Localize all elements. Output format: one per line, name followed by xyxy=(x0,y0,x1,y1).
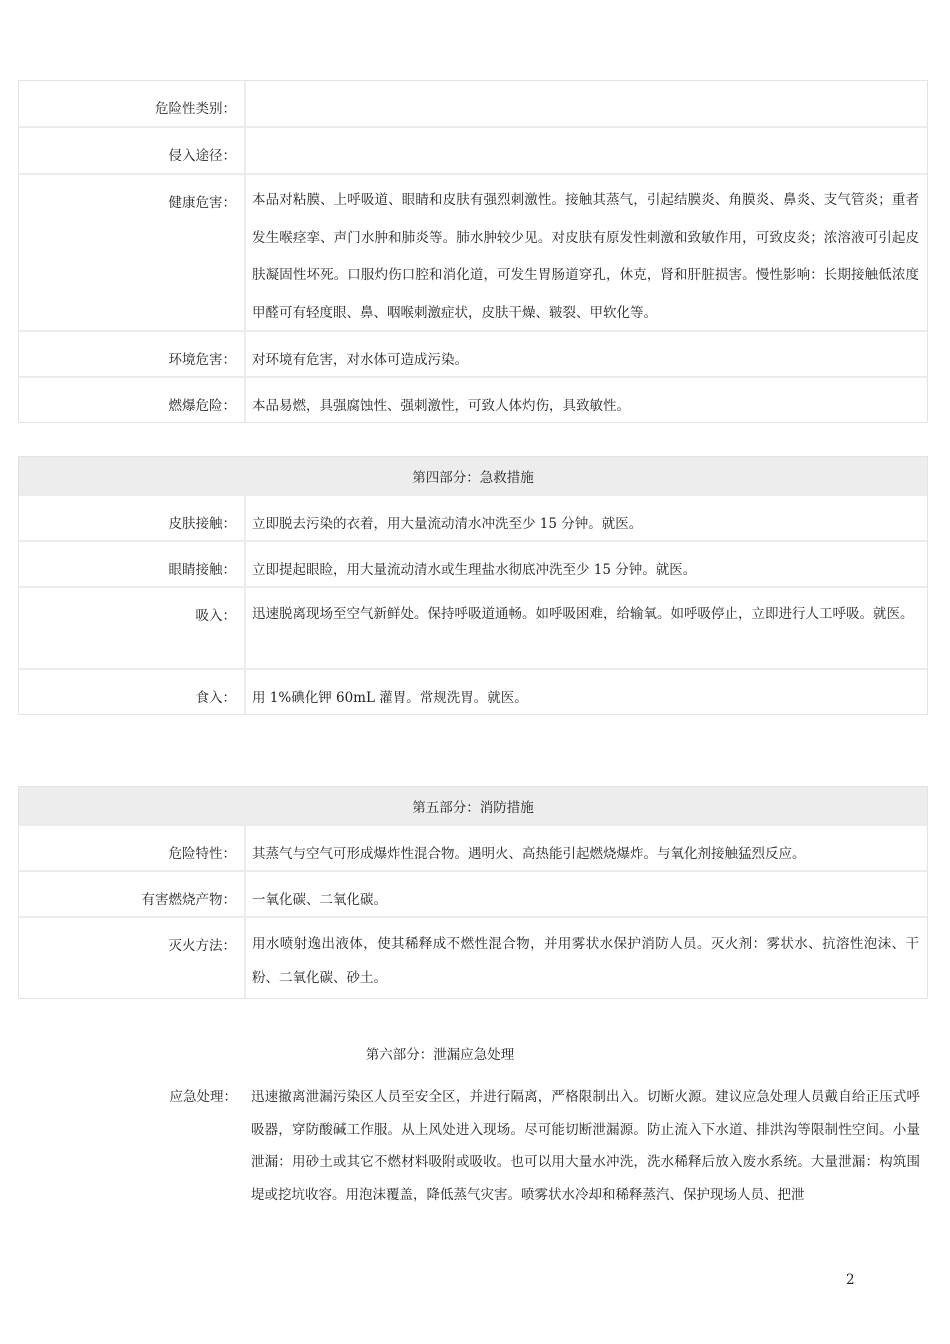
section-title: 第六部分：泄漏应急处理 xyxy=(365,1047,515,1063)
row-value: 迅速脱离现场至空气新鲜处。保持呼吸道通畅。如呼吸困难，给输氧。如呼吸停止，立即进行人工呼吸。就医。 xyxy=(252,606,914,622)
row-value: 其蒸气与空气可形成爆炸性混合物。遇明火、高热能引起燃烧爆炸。与氧化剂接触猛烈反应。 xyxy=(252,846,806,862)
row-value: 本品易燃，具强腐蚀性、强刺激性，可致人体灼伤，具致敏性。 xyxy=(252,398,630,414)
row-label: 有害燃烧产物： xyxy=(19,872,246,916)
row-value: 一氧化碳、二氧化碳。 xyxy=(252,892,387,908)
row-value xyxy=(246,81,927,126)
section-title: 第四部分：急救措施 xyxy=(19,457,927,494)
row-label: 灭火方法： xyxy=(19,918,246,998)
row-label: 应急处理： xyxy=(169,1089,237,1105)
section5-table xyxy=(18,786,928,999)
table-row xyxy=(19,126,927,173)
row-value: 对环境有危害，对水体可造成污染。 xyxy=(252,352,468,368)
table-row xyxy=(19,586,927,668)
row-label: 吸入： xyxy=(19,588,246,668)
row-value xyxy=(246,128,927,173)
table-row xyxy=(19,870,927,916)
table-row xyxy=(19,540,927,586)
row-value: 立即脱去污染的衣着，用大量流动清水冲洗至少 15 分钟。就医。 xyxy=(252,516,643,532)
section3-table xyxy=(18,80,928,423)
table-row xyxy=(19,494,927,540)
row-label: 环境危害： xyxy=(19,332,246,376)
row-label: 危险特性： xyxy=(19,826,246,870)
section-title: 第五部分：消防措施 xyxy=(19,787,927,824)
row-value: 用 1%碘化钾 60mL 灌胃。常规洗胃。就医。 xyxy=(252,690,528,706)
page-number: 2 xyxy=(846,1272,855,1288)
row-label: 侵入途径： xyxy=(19,128,246,173)
table-row xyxy=(19,330,927,376)
row-label: 眼睛接触： xyxy=(19,542,246,586)
row-label: 皮肤接触： xyxy=(19,496,246,540)
section4-table xyxy=(18,456,928,715)
table-row xyxy=(19,668,927,714)
table-row xyxy=(19,824,927,870)
table-row xyxy=(18,1081,928,1211)
row-value: 用水喷射逸出液体，使其稀释成不燃性混合物，并用雾状水保护消防人员。灭火剂：雾状水、抗溶性泡沫、干粉、二氧化碳、砂土。 xyxy=(252,936,919,986)
row-value: 本品对粘膜、上呼吸道、眼睛和皮肤有强烈刺激性。接触其蒸气，引起结膜炎、角膜炎、鼻炎、支气管炎；重者发生喉痉挛、声门水肿和肺炎等。肺水肿较少见。对皮肤有原发性刺激和致敏作用，可致皮炎；浓溶液可引起皮肤凝固性坏死。口服灼伤口腔和消化道，可发生胃肠道穿孔，休克，肾和肝脏损害。慢性影响：长期接触低浓度甲醛可有轻度眼、鼻、咽喉刺激症状，皮肤干燥、皲裂、甲软化等。 xyxy=(252,192,919,321)
row-value: 立即提起眼睑，用大量流动清水或生理盐水彻底冲洗至少 15 分钟。就医。 xyxy=(252,562,697,578)
table-row xyxy=(19,173,927,330)
row-label: 危险性类别： xyxy=(19,81,246,126)
row-value: 迅速撤离泄漏污染区人员至安全区，并进行隔离，严格限制出入。切断火源。建议应急处理人员戴自给正压式呼吸器，穿防酸碱工作服。从上风处进入现场。尽可能切断泄漏源。防止流入下水道、排洪沟等限制性空间。小量泄漏：用砂土或其它不燃材料吸附或吸收。也可以用大量水冲洗，洗水稀释后放入废水系统。大量泄漏：构筑围堤或挖坑收容。用泡沫覆盖，降低蒸气灾害。喷雾状水冷却和稀释蒸汽、保护现场人员、把泄 xyxy=(251,1089,920,1203)
table-row xyxy=(19,376,927,422)
table-row xyxy=(19,916,927,998)
row-label: 健康危害： xyxy=(19,175,246,330)
row-label: 燃爆危险： xyxy=(19,378,246,422)
row-label: 食入： xyxy=(19,670,246,714)
table-row xyxy=(19,81,927,126)
